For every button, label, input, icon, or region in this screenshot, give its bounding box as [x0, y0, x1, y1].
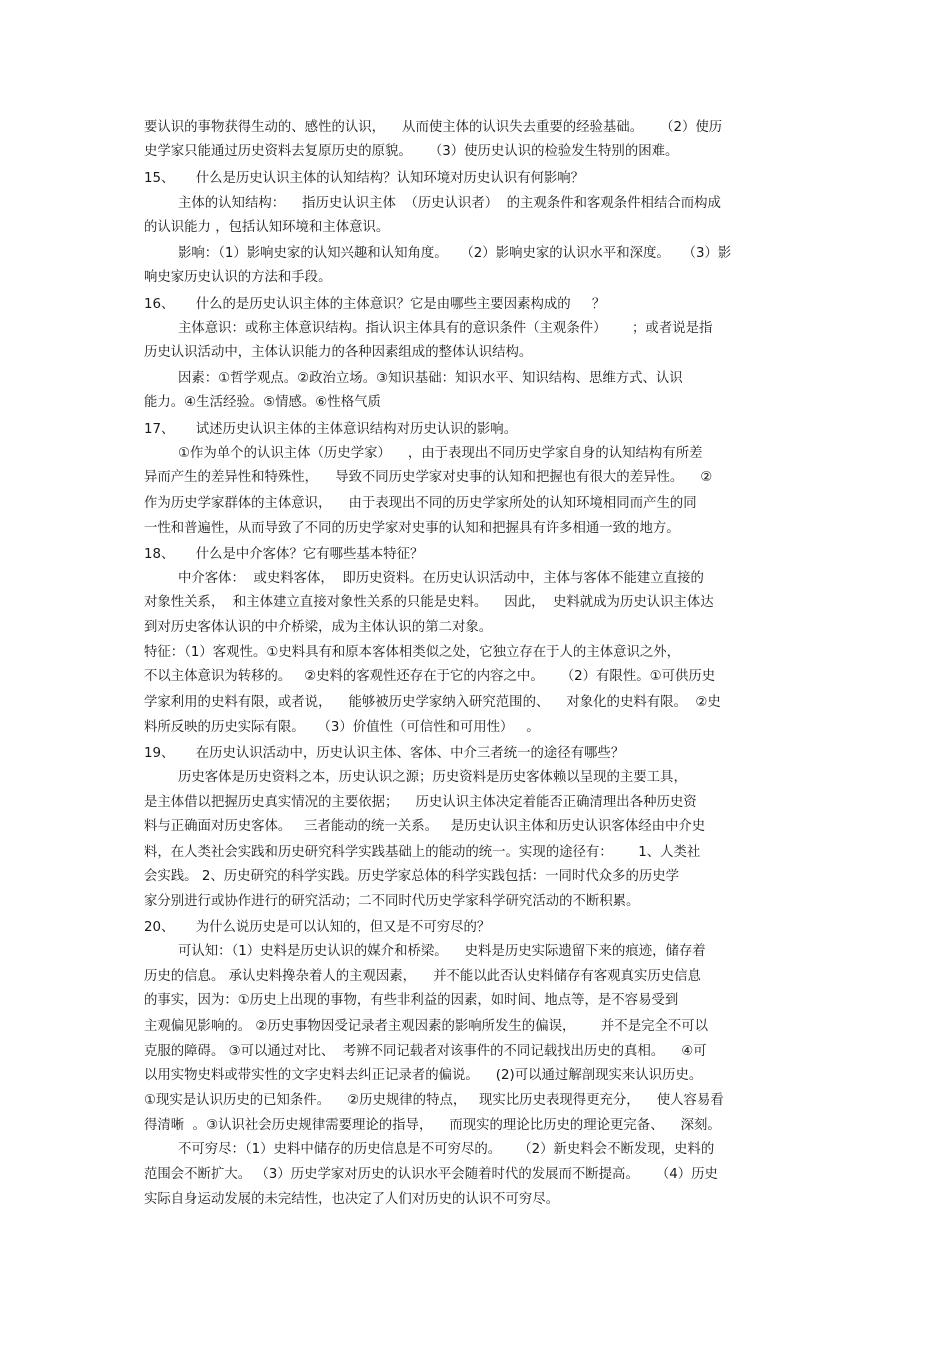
text-line: 学家利用的史料有限，或者说， 能够被历史学家纳入研究范围的、 对象化的史料有限。 ②史 [144, 695, 721, 710]
text-line: 主体的认知结构： 指历史认识主体 （历史认识者） 的主观条件和客观条件相结合而构成 [178, 196, 721, 211]
text-line: 的事实，因为：①历史上出现的事物，有些非利益的因素，如时间、地点等，是不容易受到 [144, 993, 679, 1008]
text-line: 能力。④生活经验。⑤情感。⑥性格气质 [144, 395, 381, 410]
text-line: 得清晰 。③认识社会历史规律需要理论的指导， 而现实的理论比历史的理论更完备、 深刻。 [144, 1118, 721, 1133]
text-line: ①现实是认识历史的已知条件。 ②历史规律的特点， 现实比历史表现得更充分， 使人容易看 [144, 1093, 724, 1108]
text-line: 历史客体是历史资料之本，历史认识之源；历史资料是历史客体赖以呈现的主要工具， [178, 770, 687, 785]
text-line: 范围会不断扩大。 （3）历史学家对历史的认识水平会随着时代的发展而不断提高。 （4）历史 [144, 1167, 718, 1182]
text-line: 特征：（1）客观性。①史料具有和原本客体相类似之处，它独立存在于人的主体意识之外， [144, 645, 681, 660]
text-line: 家分别进行或协作进行的研究活动；二不同时代历史学家科学研究活动的不断积累。 [144, 894, 640, 909]
text-line: 不以主体意识为转移的。 ②史料的客观性还存在于它的内容之中。 （2）有限性。①可供历史 [144, 669, 716, 684]
text-line: ①作为单个的认识主体（历史学家） ，由于表现出不同历史学家自身的认知结构有所差 [178, 446, 703, 461]
question-heading-15: 15、 什么是历史认识主体的认知结构？认知环境对历史认识有何影响？ [144, 171, 585, 186]
text-line: 一性和普遍性，从而导致了不同的历史学家对史事的认知和把握具有许多相通一致的地方。 [144, 521, 680, 536]
text-line: 实际自身运动发展的未完结性，也决定了人们对历史的认识不可穷尽。 [144, 1192, 560, 1207]
question-heading-19: 19、 在历史认识活动中，历史认识主体、客体、中介三者统一的途径有哪些？ [144, 746, 625, 761]
text-line: 克服的障碍。 ③可以通过对比、 考辨不同记载者对该事件的不同记载找出历史的真相。 ④可 [144, 1044, 707, 1059]
text-line: 可认知：（1）史料是历史认识的媒介和桥梁。 史料是历史实际遗留下来的痕迹，储存着 [178, 944, 706, 959]
text-line: 不可穷尽：（1）史料中储存的历史信息是不可穷尽的。 （2）新史料会不断发现，史料的 [178, 1142, 715, 1157]
text-line: 影响：（1）影响史家的认知兴趣和认知角度。 （2）影响史家的认识水平和深度。 （3）影 [178, 246, 732, 261]
text-line: 料与正确面对历史客体。 三者能动的统一关系。 是历史认识主体和历史认识客体经由中介史 [144, 819, 706, 834]
text-line: 主观偏见影响的。 ②历史事物因受记录者主观因素的影响所发生的偏误， 并不是完全不可以 [144, 1019, 709, 1034]
text-line: 主体意识：或称主体意识结构。指认识主体具有的意识条件（主观条件） ；或者说是指 [178, 321, 713, 336]
text-line: 因素：①哲学观点。②政治立场。③知识基础：知识水平、知识结构、思维方式、认识 [178, 371, 683, 386]
text-line: 响史家历史认识的方法和手段。 [144, 270, 332, 285]
text-line: 会实践。 2、历史研究的科学实践。历史学家总体的科学实践包括：一同时代众多的历史学 [144, 869, 680, 884]
text-line: 到对历史客体认识的中介桥梁，成为主体认识的第二对象。 [144, 620, 493, 635]
text-line: 是主体借以把握历史真实情况的主要依据； 历史认识主体决定着能否正确清理出各种历史资 [144, 795, 697, 810]
text-line: 中介客体： 或史料客体， 即历史资料。在历史认识活动中，主体与客体不能建立直接的 [178, 571, 704, 586]
text-line: 历史的信息。 承认史料搀杂着人的主观因素， 并不能以此否认史料储存有客观真实历史信息 [144, 969, 701, 984]
text-line: 史学家只能通过历史资料去复原历史的原貌。 （3）使历史认识的检验发生特别的困难。 [144, 144, 679, 159]
question-heading-17: 17、 试述历史认识主体的主体意识结构对历史认识的影响。 [144, 422, 518, 437]
text-line: 要认识的事物获得生动的、感性的认识， 从而使主体的认识失去重要的经验基础。 （2）使历 [144, 120, 723, 135]
question-heading-16: 16、 什么的是历史认识主体的主体意识？它是由哪些主要因素构成的 ？ [144, 297, 606, 312]
text-line: 料，在人类社会实践和历史研究科学实践基础上的能动的统一。实现的途径有： 1、人类社 [144, 845, 701, 860]
question-heading-20: 20、 为什么说历史是可以认知的，但又是不可穷尽的？ [144, 920, 491, 935]
question-heading-18: 18、 什么是中介客体？它有哪些基本特征？ [144, 547, 424, 562]
text-line: 的认识能力 ，包括认知环境和主体意识。 [144, 220, 390, 235]
text-line: 作为历史学家群体的主体意识， 由于表现出不同的历史学家所处的认知环境相同而产生的同 [144, 496, 697, 511]
text-line: 历史认识活动中，主体认识能力的各种因素组成的整体认识结构。 [144, 345, 533, 360]
text-line: 以用实物史料或带实性的文字史料去纠正记录者的偏说。 (2)可以通过解剖现实来认识历史。 [144, 1068, 703, 1083]
text-line: 料所反映的历史实际有限。 （3）价值性（可信性和可用性） 。 [144, 720, 540, 735]
text-line: 异而产生的差异性和特殊性， 导致不同历史学家对史事的认知和把握也有很大的差异性。 ② [144, 470, 713, 485]
text-line: 对象性关系， 和主体建立直接对象性关系的只能是史料。 因此， 史料就成为历史认识主体达 [144, 595, 714, 610]
